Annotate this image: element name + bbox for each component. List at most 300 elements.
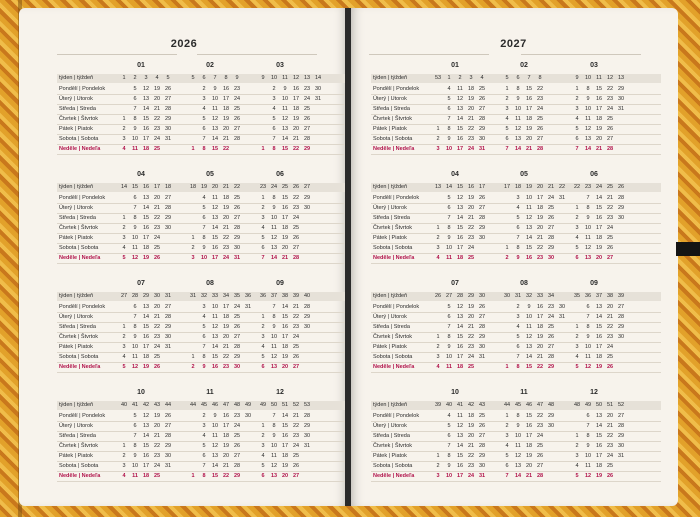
day-cell: 14 [595,314,603,320]
day-cell: 24 [233,423,241,429]
day-cell: 31 [558,314,566,320]
day-cell: 28 [303,304,311,310]
day-cell: 24 [467,245,475,251]
day-cell: 13 [514,136,522,142]
day-cell: 25 [606,354,614,360]
week-number: 46 [525,402,533,408]
day-cell: 10 [584,344,592,350]
day-cell: 9 [133,453,137,459]
day-cell: 7 [516,354,520,360]
day-cell: 3 [261,334,265,340]
day-cell: 5 [505,453,509,459]
week-number: 50 [595,402,603,408]
week-number: 2 [458,75,462,81]
day-cell: 29 [164,215,172,221]
week-number: 25 [281,184,289,190]
day-cell: 14 [595,195,603,201]
day-cell: 5 [133,86,137,92]
day-cell: 4 [516,205,520,211]
day-cell: 7 [261,255,265,261]
week-number: 26 [617,184,625,190]
day-cell: 3 [122,463,126,469]
day-cell: 15 [142,116,150,122]
day-cell: 22 [153,443,161,449]
day-cell: 20 [595,136,603,142]
day-cell: 22 [536,364,544,370]
day-cell: 30 [617,443,625,449]
day-cell: 23 [547,304,555,310]
day-cell: 11 [446,255,452,261]
day-cell: 22 [292,195,300,201]
calendar-grid-2026 [19,8,349,506]
day-cell: 28 [617,423,625,429]
day-cell: 17 [211,255,219,261]
day-cell: 22 [153,215,161,221]
day-cell: 19 [595,473,603,479]
day-cell: 24 [467,473,475,479]
day-cell: 14 [595,423,603,429]
day-cell: 6 [202,215,206,221]
weekday-label: Neděle | Nedeľa [373,146,415,152]
day-cell: 3 [122,136,126,142]
day-cell: 8 [133,324,137,330]
day-cell: 15 [281,146,289,152]
week-number: 36 [584,293,592,299]
day-cell: 6 [133,96,137,102]
day-cell: 10 [584,106,592,112]
week-number: 40 [445,402,453,408]
week-number: 26 [292,184,300,190]
week-number: 30 [503,293,511,299]
day-cell: 6 [447,205,451,211]
row-divider [57,253,347,254]
day-cell: 28 [547,354,555,360]
day-cell: 25 [153,354,161,360]
day-cell: 11 [132,473,138,479]
week-number: 31 [189,293,197,299]
day-cell: 2 [436,235,440,241]
week-number-bar [371,74,661,83]
day-cell: 21 [153,106,161,112]
day-cell: 14 [281,136,289,142]
row-divider [57,352,347,353]
day-cell: 28 [478,443,486,449]
day-cell: 7 [505,473,509,479]
day-cell: 19 [222,443,230,449]
day-cell: 31 [164,344,172,350]
day-cell: 23 [153,225,161,231]
day-cell: 5 [575,364,579,370]
row-divider [371,253,661,254]
day-cell: 16 [281,433,289,439]
week-number: 40 [120,402,128,408]
day-cell: 21 [281,255,289,261]
day-cell: 27 [547,344,555,350]
row-divider [371,223,661,224]
day-cell: 5 [447,304,451,310]
week-number: 12 [606,75,614,81]
week-number: 24 [270,184,278,190]
day-cell: 19 [595,364,603,370]
day-cell: 16 [595,334,603,340]
row-divider [57,342,347,343]
week-number: 27 [303,184,311,190]
weekday-label: Úterý | Utorok [373,96,407,102]
week-number: 53 [434,75,442,81]
weekday-label: Neděle | Nedeľa [59,146,101,152]
day-cell: 9 [516,423,520,429]
weekday-label: Pátek | Piatok [59,453,93,459]
day-cell: 27 [478,106,486,112]
day-cell: 19 [536,334,544,340]
weekday-label: Úterý | Utorok [59,205,93,211]
day-cell: 19 [525,126,533,132]
week-number: 34 [222,293,230,299]
day-cell: 17 [142,463,150,469]
day-cell: 9 [202,364,206,370]
day-cell: 2 [516,304,520,310]
day-cell: 8 [202,354,206,360]
week-number-bar [57,401,347,410]
day-cell: 10 [445,473,453,479]
day-cell: 30 [617,215,625,221]
day-cell: 12 [456,96,464,102]
week-number: 1 [447,75,451,81]
week-number: 39 [292,293,300,299]
day-cell: 9 [447,463,451,469]
day-cell: 5 [122,255,126,261]
day-cell: 27 [233,453,241,459]
day-cell: 10 [211,423,219,429]
day-cell: 20 [222,453,230,459]
day-cell: 7 [586,314,590,320]
month-number: 11 [520,389,528,396]
week-label: týden | týždeň [373,75,408,81]
day-cell: 24 [547,195,555,201]
day-cell: 19 [281,463,289,469]
month-number: 12 [276,389,284,396]
day-cell: 10 [270,443,278,449]
week-number: 38 [281,293,289,299]
day-cell: 15 [456,334,464,340]
week-number: 43 [478,402,486,408]
day-cell: 28 [478,324,486,330]
day-cell: 20 [467,106,475,112]
day-cell: 17 [222,96,230,102]
day-cell: 4 [261,453,265,459]
week-number: 31 [164,293,172,299]
day-cell: 25 [292,225,300,231]
week-number: 18 [514,184,522,190]
day-cell: 27 [233,215,241,221]
day-cell: 5 [575,245,579,251]
day-cell: 22 [467,225,475,231]
day-cell: 8 [133,215,137,221]
day-cell: 4 [505,443,509,449]
day-cell: 25 [547,205,555,211]
day-cell: 25 [478,413,486,419]
day-cell: 1 [191,354,195,360]
day-cell: 10 [131,344,139,350]
day-cell: 6 [261,473,265,479]
week-number: 44 [189,402,197,408]
day-cell: 19 [292,116,300,122]
day-cell: 22 [536,86,544,92]
day-cell: 26 [164,413,172,419]
week-number: 31 [514,293,522,299]
row-divider [371,104,661,105]
week-number: 13 [303,75,311,81]
row-divider [371,124,661,125]
day-cell: 29 [164,443,172,449]
day-cell: 30 [303,324,311,330]
day-cell: 19 [281,235,289,241]
day-cell: 7 [575,146,579,152]
day-cell: 23 [222,245,230,251]
row-divider [57,213,347,214]
day-cell: 8 [202,146,206,152]
day-cell: 18 [222,314,230,320]
week-number: 25 [606,184,614,190]
week-number: 16 [467,184,475,190]
day-cell: 28 [547,235,555,241]
day-cell: 20 [281,245,289,251]
day-cell: 10 [270,334,278,340]
day-cell: 20 [536,225,544,231]
day-cell: 18 [595,463,603,469]
day-cell: 26 [547,334,555,340]
row-divider [371,243,661,244]
day-cell: 3 [575,344,579,350]
day-cell: 10 [200,255,208,261]
day-cell: 24 [153,344,161,350]
day-cell: 17 [525,433,533,439]
day-cell: 20 [153,423,161,429]
weekday-label: Úterý | Utorok [59,423,93,429]
month-number: 03 [276,62,284,69]
day-cell: 11 [585,116,591,122]
day-cell: 11 [132,354,138,360]
day-cell: 1 [505,413,509,419]
day-cell: 17 [281,443,289,449]
day-cell: 31 [617,453,625,459]
month-number: 08 [206,280,214,287]
day-cell: 5 [122,364,126,370]
day-cell: 4 [122,354,126,360]
day-cell: 5 [447,96,451,102]
day-cell: 26 [233,324,241,330]
week-number: 8 [224,75,228,81]
day-cell: 30 [547,255,555,261]
day-cell: 12 [211,205,219,211]
day-cell: 12 [270,354,278,360]
day-cell: 1 [575,86,579,92]
day-cell: 25 [233,314,241,320]
weekday-label: Středa | Streda [373,433,410,439]
day-cell: 16 [456,463,464,469]
day-cell: 15 [281,423,289,429]
day-cell: 24 [292,215,300,221]
day-cell: 2 [575,443,579,449]
day-cell: 13 [514,463,522,469]
day-cell: 12 [270,235,278,241]
day-cell: 6 [516,225,520,231]
week-label: týden | týždeň [59,184,94,190]
weekday-label: Úterý | Utorok [59,314,93,320]
weekday-label: Úterý | Utorok [373,423,407,429]
week-number: 45 [514,402,522,408]
day-cell: 24 [153,235,161,241]
day-cell: 1 [191,146,195,152]
day-cell: 12 [142,413,150,419]
day-cell: 6 [202,126,206,132]
day-cell: 13 [142,96,150,102]
day-cell: 26 [478,96,486,102]
day-cell: 1 [261,314,265,320]
day-cell: 15 [525,245,533,251]
day-cell: 4 [202,314,206,320]
day-cell: 11 [515,116,521,122]
day-cell: 2 [122,225,126,231]
elastic-band[interactable] [676,242,700,256]
day-cell: 14 [142,314,150,320]
day-cell: 27 [478,433,486,439]
day-cell: 7 [447,116,451,122]
day-cell: 24 [536,106,544,112]
day-cell: 31 [233,255,241,261]
day-cell: 28 [164,106,172,112]
day-cell: 15 [595,205,603,211]
day-cell: 1 [505,86,509,92]
row-divider [57,124,347,125]
day-cell: 8 [202,235,206,241]
day-cell: 20 [153,304,161,310]
day-cell: 22 [536,413,544,419]
day-cell: 3 [575,225,579,231]
weekday-label: Pondělí | Pondelok [373,86,420,92]
weekday-label: Neděle | Nedeľa [59,473,101,479]
day-cell: 5 [447,195,451,201]
day-cell: 24 [547,314,555,320]
day-cell: 21 [292,136,300,142]
day-cell: 4 [575,354,579,360]
day-cell: 7 [133,433,137,439]
week-number: 33 [536,293,544,299]
day-cell: 10 [445,354,453,360]
day-cell: 4 [575,116,579,122]
day-cell: 3 [122,344,126,350]
day-cell: 28 [292,255,300,261]
day-cell: 23 [606,96,614,102]
day-cell: 28 [606,146,614,152]
day-cell: 28 [478,215,486,221]
day-cell: 21 [536,354,544,360]
day-cell: 2 [191,364,195,370]
week-number: 35 [573,293,581,299]
week-number: 10 [270,75,278,81]
day-cell: 19 [222,205,230,211]
day-cell: 25 [153,245,161,251]
day-cell: 22 [467,334,475,340]
day-cell: 17 [536,195,544,201]
day-cell: 28 [303,413,311,419]
day-cell: 4 [202,106,206,112]
day-cell: 22 [222,235,230,241]
day-cell: 28 [617,195,625,201]
day-cell: 24 [467,146,475,152]
day-cell: 2 [261,205,265,211]
day-cell: 15 [211,235,219,241]
day-cell: 16 [211,364,219,370]
week-number: 4 [155,75,159,81]
day-cell: 22 [536,245,544,251]
week-number: 29 [142,293,150,299]
day-cell: 3 [202,304,206,310]
day-cell: 3 [505,433,509,439]
day-cell: 5 [261,235,265,241]
day-cell: 14 [281,304,289,310]
day-cell: 3 [272,96,276,102]
day-cell: 6 [202,334,206,340]
day-cell: 30 [617,96,625,102]
day-cell: 18 [142,245,150,251]
year-title-2026: 2026 [170,38,198,50]
day-cell: 10 [514,433,522,439]
week-number: 21 [547,184,555,190]
day-cell: 29 [478,225,486,231]
week-number: 10 [584,75,592,81]
day-cell: 21 [292,304,300,310]
day-cell: 21 [467,215,475,221]
week-number: 5 [505,75,509,81]
day-cell: 1 [575,433,579,439]
weekday-label: Čtvrtek | Štvrtok [373,443,413,449]
weekday-label: Sobota | Sobota [373,354,413,360]
day-cell: 11 [212,195,218,201]
day-cell: 3 [261,215,265,221]
day-cell: 16 [292,86,300,92]
day-cell: 26 [164,86,172,92]
week-number: 17 [478,184,486,190]
day-cell: 14 [211,136,219,142]
weekday-label: Pátek | Piatok [373,344,407,350]
day-cell: 13 [211,334,219,340]
day-cell: 22 [606,324,614,330]
month-number: 08 [520,280,528,287]
week-number: 15 [456,184,464,190]
day-cell: 1 [122,443,126,449]
month-number: 06 [276,171,284,178]
day-cell: 4 [505,116,509,122]
day-cell: 14 [211,463,219,469]
day-cell: 8 [516,413,520,419]
week-number: 52 [617,402,625,408]
day-cell: 25 [467,255,475,261]
day-cell: 14 [514,146,522,152]
day-cell: 24 [606,344,614,350]
day-cell: 20 [281,364,289,370]
row-divider [57,312,347,313]
weekday-label: Pátek | Piatok [373,453,407,459]
day-cell: 30 [478,463,486,469]
day-cell: 23 [467,136,475,142]
week-number-bar [371,292,661,301]
weekday-label: Sobota | Sobota [373,136,413,142]
week-number: 13 [434,184,442,190]
day-cell: 29 [303,314,311,320]
week-number: 42 [467,402,475,408]
day-cell: 24 [292,443,300,449]
